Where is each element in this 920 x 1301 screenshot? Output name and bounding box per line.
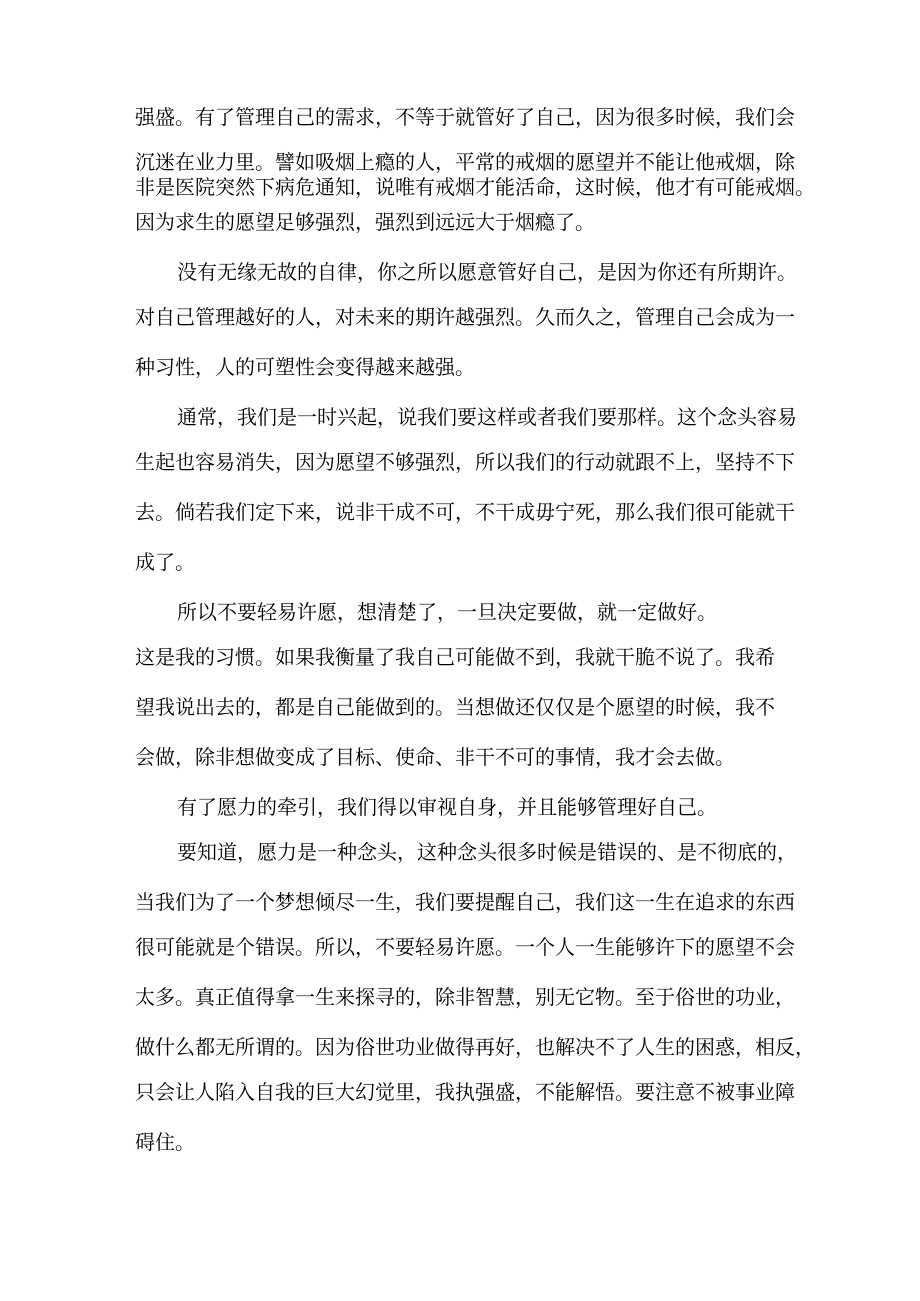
text-line: 去。倘若我们定下来，说非干成不可，不干成毋宁死，那么我们很可能就干 xyxy=(135,500,795,524)
text-line: 成了。 xyxy=(135,550,195,574)
text-line: 有了愿力的牵引，我们得以审视自身，并且能够管理好自己。 xyxy=(177,795,717,819)
text-line: 对自己管理越好的人，对未来的期许越强烈。久而久之，管理自己会成为一 xyxy=(135,305,795,329)
text-line: 生起也容易消失，因为愿望不够强烈，所以我们的行动就跟不上，坚持不下 xyxy=(135,450,795,474)
text-line: 会做，除非想做变成了目标、使命、非干不可的事情，我才会去做。 xyxy=(135,745,735,769)
text-line: 只会让人陷入自我的巨大幻觉里，我执强盛，不能解悟。要注意不被事业障 xyxy=(135,1080,795,1104)
text-line: 没有无缘无故的自律，你之所以愿意管好自己，是因为你还有所期许。 xyxy=(177,260,797,284)
text-line: 非是医院突然下病危通知，说唯有戒烟才能活命，这时候，他才有可能戒烟。 xyxy=(135,175,815,199)
text-line: 很可能就是个错误。所以，不要轻易许愿。一个人一生能够许下的愿望不会 xyxy=(135,935,795,959)
text-line: 望我说出去的，都是自己能做到的。当想做还仅仅是个愿望的时候，我不 xyxy=(135,695,775,719)
text-line: 当我们为了一个梦想倾尽一生，我们要提醒自己，我们这一生在追求的东西 xyxy=(135,890,795,914)
text-line: 太多。真正值得拿一生来探寻的，除非智慧，别无它物。至于俗世的功业， xyxy=(135,985,795,1009)
text-line: 因为求生的愿望足够强烈，强烈到远远大于烟瘾了。 xyxy=(135,210,595,234)
text-line: 要知道，愿力是一种念头，这种念头很多时候是错误的、是不彻底的， xyxy=(177,840,797,864)
text-line: 沉迷在业力里。譬如吸烟上瘾的人，平常的戒烟的愿望并不能让他戒烟，除 xyxy=(135,150,795,174)
text-line: 碍住。 xyxy=(135,1130,195,1154)
text-line: 这是我的习惯。如果我衡量了我自己可能做不到，我就干脆不说了。我希 xyxy=(135,645,775,669)
text-line: 做什么都无所谓的。因为俗世功业做得再好，也解决不了人生的困惑，相反， xyxy=(135,1035,815,1059)
text-line: 所以不要轻易许愿，想清楚了，一旦决定要做，就一定做好。 xyxy=(177,600,717,624)
text-line: 通常，我们是一时兴起，说我们要这样或者我们要那样。这个念头容易 xyxy=(177,405,797,429)
text-line: 种习性，人的可塑性会变得越来越强。 xyxy=(135,355,475,379)
text-line: 强盛。有了管理自己的需求，不等于就管好了自己，因为很多时候，我们会 xyxy=(135,105,795,129)
